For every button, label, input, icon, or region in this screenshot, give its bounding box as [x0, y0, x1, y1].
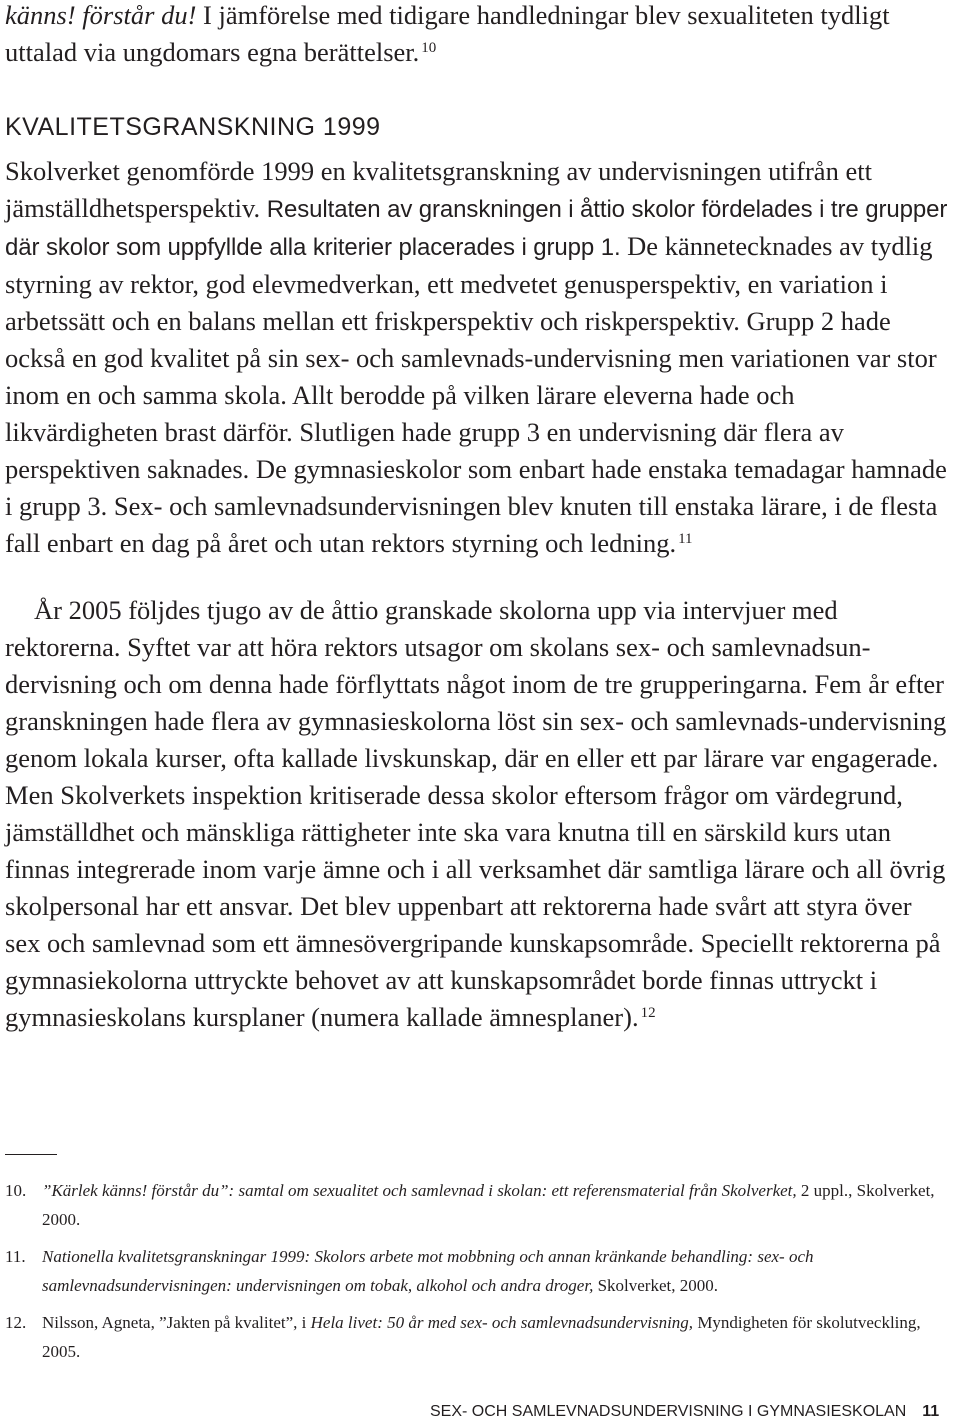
footnote-publisher: Myndigheten för skolutveckling, 2005.	[42, 1313, 921, 1361]
footnote-ref-10[interactable]: 10	[421, 40, 437, 56]
running-title: SEX- OCH SAMLEVNADSUNDERVISNING I GYMNASIESKOLAN	[430, 1403, 907, 1420]
paragraph-followup-2005	[5, 592, 953, 1036]
footnote-number: 10.	[5, 1181, 27, 1200]
footnote-publisher: 2 uppl., Skolverket, 2000.	[42, 1181, 935, 1229]
footnote-10	[5, 1176, 953, 1234]
footnote-divider	[5, 1154, 57, 1155]
footnote-12	[5, 1308, 953, 1366]
paragraph-2-text-a: Skolverket genomförde 1999 en kvalitetsgranskning av undervisningen utifrån ett jämställdhetsperspektiv.	[5, 156, 872, 223]
page-footer	[430, 1400, 939, 1424]
paragraph-quality-review	[5, 153, 953, 562]
paragraph-intro-text: I jämförelse med tidigare handledningar blev sexualiteten tydligt uttalad via ungdomars egna berättelser.	[5, 0, 890, 67]
footnote-title: Nationella kvalitetsgranskningar 1999: Skolors arbete mot mobbning och annan kränkande behandling: sex- och samlevnadsundervisningen: undervisningen om tobak, alkohol och andra droger,	[42, 1247, 814, 1295]
footnote-11	[5, 1242, 953, 1300]
footnote-author: Nilsson, Agneta, ”Jakten på kvalitet”, i	[42, 1313, 311, 1332]
footnote-title: ”Kärlek känns! förstår du”: samtal om sexualitet och samlevnad i skolan: ett referensmaterial från Skolverket,	[42, 1181, 797, 1200]
footnote-ref-11[interactable]: 11	[678, 531, 693, 547]
paragraph-intro	[5, 0, 953, 71]
footnotes	[5, 1176, 953, 1374]
footnote-ref-12[interactable]: 12	[640, 1005, 656, 1021]
page-number: 11	[922, 1403, 940, 1420]
paragraph-3-text: År 2005 följdes tjugo av de åttio granskade skolorna upp via intervjuer med rektorerna. Syftet var att höra rektors utsagor om skolans sex- och samlevnadsun-dervisning och om denna hade förflyttats något inom de tre grupperingarna. Fem år efter granskningen hade flera av gymnasieskolorna löst sin sex- och samlevnads-undervisning genom lokala kurser, ofta kallade livskunskap, där en eller ett par lärare var engagerade. Men Skolverkets inspektion kritiserade dessa skolor eftersom frågor om värdegrund, jämställdhet och mänskliga rättigheter inte ska vara knutna till en särskild kurs utan finnas integrerade inom varje ämne och i all verksamhet där samtliga lärare och all övrig skolpersonal har ett ansvar. Det blev uppenbart att rektorerna hade svårt att styra över sex och samlevnad som ett ämnesövergripande kunskapsområde. Speciellt rektorerna på gymnasiekolorna uttryckte behovet av att kunskapsområdet borde finnas uttryckt i gymnasieskolans kursplaner (numera kallade ämnesplaner).	[5, 595, 947, 1032]
paragraph-2-text-c: De kännetecknades av tydlig styrning av rektor, god elevmedverkan, ett medvetet genusperspektiv, en variation i arbetssätt och en balans mellan ett friskperspektiv och riskperspektiv. Grupp 2 hade också en god kvalitet på sin sex- och samlevnads-undervisning men variationen var stor inom en och samma skola. Allt berodde på vilken lärare eleverna hade och likvärdigheten brast därför. Slutligen hade grupp 3 en undervisning där flera av perspektiven saknades. De gymnasieskolor som enbart hade enstaka temadagar hamnade i grupp 3. Sex- och samlevnadsundervisningen blev knuten till enstaka lärare, i de flesta fall enbart en dag på året och utan rektors styrning och ledning.	[5, 231, 947, 558]
footnote-number: 11.	[5, 1247, 26, 1266]
footnote-number: 12.	[5, 1313, 27, 1332]
footnote-publisher: Skolverket, 2000.	[593, 1276, 718, 1295]
italic-lead: känns! förstår du!	[5, 0, 197, 30]
footnote-title: Hela livet: 50 år med sex- och samlevnadsundervisning,	[310, 1313, 694, 1332]
paragraph-2-text-b: Resultaten av granskningen i åttio skolor fördelades i tre grupper där skolor som uppfyllde alla kriterier placerades i grupp 1.	[5, 196, 948, 261]
section-heading: KVALITETSGRANSKNING 1999	[5, 113, 381, 141]
